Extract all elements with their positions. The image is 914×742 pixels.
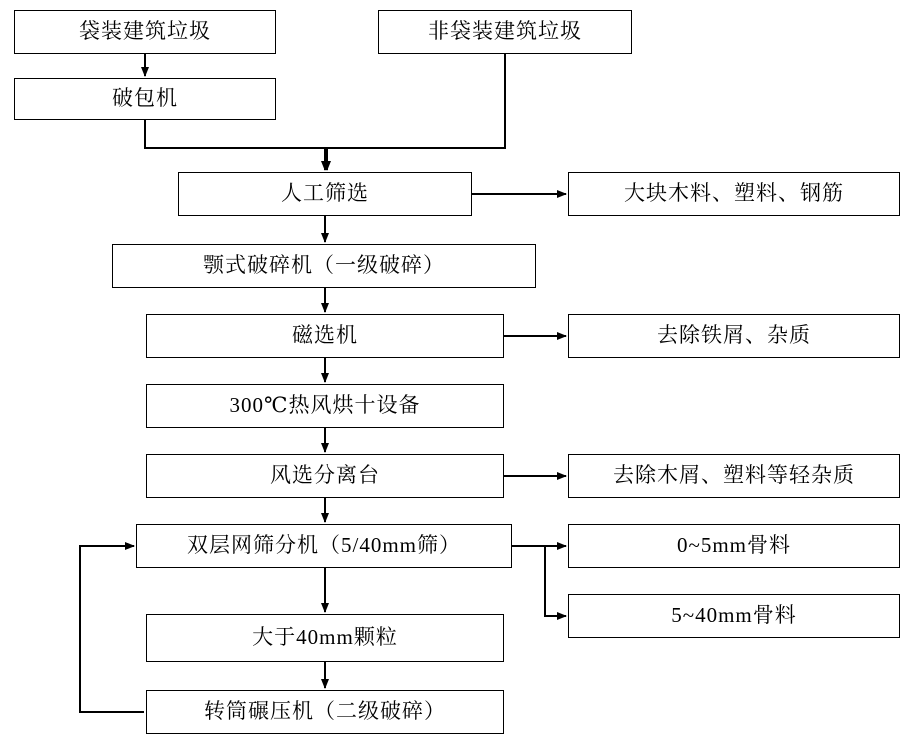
node-label: 双层网筛分机（5/40mm筛） bbox=[186, 533, 461, 558]
edge-roller-screen-feedback bbox=[80, 546, 144, 712]
node-label: 风选分离台 bbox=[270, 463, 380, 488]
node-unbagged-construction-waste[interactable] bbox=[378, 10, 632, 54]
node-label: 人工筛选 bbox=[281, 181, 369, 206]
node-label: 非袋装建筑垃圾 bbox=[428, 19, 582, 44]
node-label: 大于40mm颗粒 bbox=[252, 625, 398, 650]
node-label: 袋装建筑垃圾 bbox=[79, 19, 211, 44]
node-hot-air-drying-equipment[interactable] bbox=[146, 384, 504, 428]
node-label: 转筒碾压机（二级破碎） bbox=[204, 699, 446, 724]
node-remove-iron-impurities[interactable] bbox=[568, 314, 900, 358]
node-particles-over-40mm[interactable] bbox=[146, 614, 504, 662]
node-aggregate-0-5mm[interactable] bbox=[568, 524, 900, 568]
node-air-separation-table[interactable] bbox=[146, 454, 504, 498]
node-drum-roller-secondary-crusher[interactable] bbox=[146, 690, 504, 734]
node-manual-sorting[interactable] bbox=[178, 172, 472, 216]
node-label: 5~40mm骨料 bbox=[671, 603, 797, 628]
node-double-deck-screen[interactable] bbox=[136, 524, 512, 568]
node-jaw-crusher-primary[interactable] bbox=[112, 244, 536, 288]
node-label: 300℃热风烘十设备 bbox=[229, 393, 421, 418]
node-label: 去除木屑、塑料等轻杂质 bbox=[613, 463, 855, 488]
edge-screen-agg540 bbox=[545, 546, 566, 616]
node-label: 0~5mm骨料 bbox=[676, 533, 792, 558]
node-label: 大块木料、塑料、钢筋 bbox=[624, 181, 844, 206]
node-bagged-construction-waste[interactable] bbox=[14, 10, 276, 54]
node-label: 磁选机 bbox=[292, 323, 358, 348]
node-large-wood-plastic-rebar[interactable] bbox=[568, 172, 900, 216]
edge-debagger-manual bbox=[145, 120, 325, 170]
node-label: 颚式破碎机（一级破碎） bbox=[203, 253, 445, 278]
edge-unbagged-manual bbox=[327, 54, 505, 170]
node-label: 破包机 bbox=[112, 86, 178, 111]
node-label: 去除铁屑、杂质 bbox=[657, 323, 811, 348]
node-bag-breaker[interactable] bbox=[14, 78, 276, 120]
node-aggregate-5-40mm[interactable] bbox=[568, 594, 900, 638]
node-magnetic-separator[interactable] bbox=[146, 314, 504, 358]
node-remove-sawdust-plastic-light-impurities[interactable] bbox=[568, 454, 900, 498]
